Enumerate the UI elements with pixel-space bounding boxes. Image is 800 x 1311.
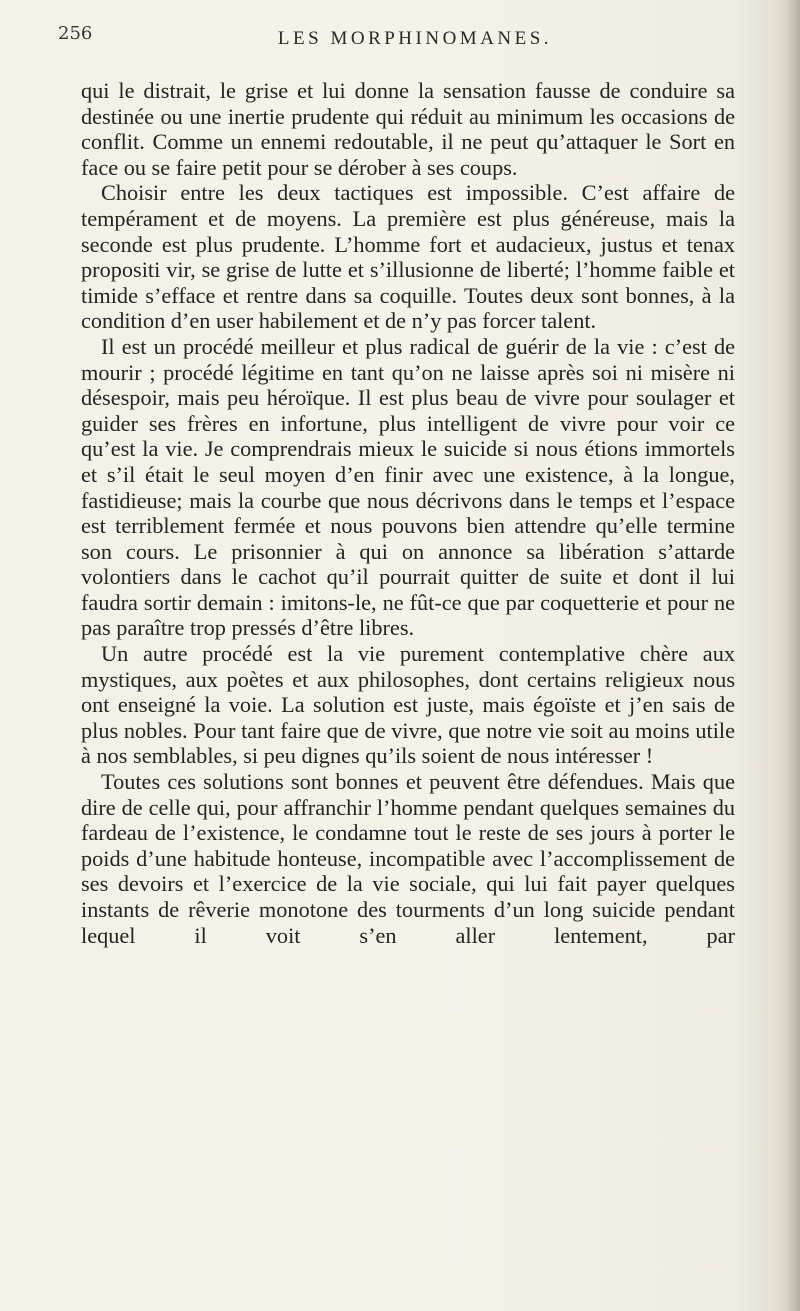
page-number: 256 — [58, 23, 93, 44]
page-edge-shadow — [786, 0, 800, 1311]
paragraph-5: Toutes ces solutions sont bonnes et peuvent être défendues. Mais que dire de celle qui, pour affranchir l’homme pendant quelques semaines du fardeau de l’existence, le condamne tout le reste de ses jours à porter le poids d’une habitude honteuse, incompatible avec l’accomplissement de ses devoirs et l’exercice de la vie sociale, qui lui fait payer quelques instants de rêverie monotone des tourments d’un long suicide pendant lequel il voit s’en aller lentement, par — [81, 769, 735, 948]
running-title: LES MORPHINOMANES. — [277, 28, 553, 49]
paragraph-3: Il est un procédé meilleur et plus radical de guérir de la vie : c’est de mourir ; procédé légitime en tant qu’on ne laisse après soi ni misère ni désespoir, mais peu héroïque. Il est plus beau de vivre pour soulager et guider ses frères en infortune, plus intelligent de vivre pour voir ce qu’est la vie. Je comprendrais mieux le suicide si nous étions immortels et s’il était le seul moyen d’en finir avec une existence, à la longue, fastidieuse; mais la courbe que nous décrivons dans le temps et l’espace est terriblement fermée et nous pouvons bien attendre qu’elle termine son cours. Le prisonnier à qui on annonce sa libération s’attarde volontiers dans le cachot qu’il pourrait quitter de suite et dont il lui faudra sortir demain : imitons-le, ne fût-ce que par coquetterie et pour ne pas paraître trop pressés d’être libres. — [81, 333, 735, 641]
page-header — [0, 21, 800, 51]
paragraph-4: Un autre procédé est la vie purement contemplative chère aux mystiques, aux poètes et aux philosophes, dont certains religieux nous ont enseigné la voie. La solution est juste, mais égoïste et j’en sais de plus nobles. Pour tant faire que de vivre, que notre vie soit au moins utile à nos semblables, si peu dignes qu’ils soient de nous intéresser ! — [81, 641, 735, 769]
paragraph-2: Choisir entre les deux tactiques est impossible. C’est affaire de tempérament et de moyens. La première est plus généreuse, mais la seconde est plus prudente. L’homme fort et audacieux, justus et tenax propositi vir, se grise de lutte et s’illusionne de liberté; l’homme faible et timide s’efface et rentre dans sa coquille. Toutes deux sont bonnes, à la condition d’en user habilement et de n’y pas forcer talent. — [81, 180, 735, 334]
paragraph-1: qui le distrait, le grise et lui donne la sensation fausse de conduire sa destinée ou une inertie prudente qui réduit au minimum les occasions de conflit. Comme un ennemi redoutable, il ne peut qu’attaquer le Sort en face ou se faire petit pour se dérober à ses coups. — [81, 78, 735, 180]
body-text — [81, 78, 735, 948]
